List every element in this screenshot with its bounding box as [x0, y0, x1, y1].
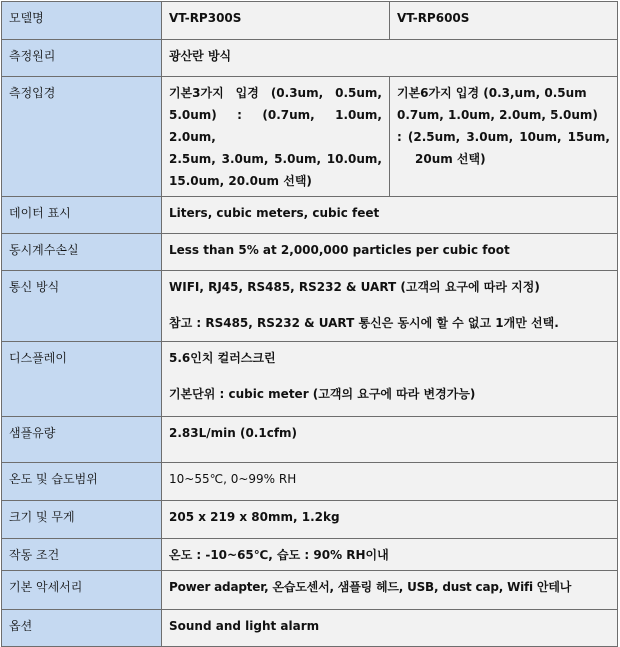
model-a-name: VT-RP300S: [162, 2, 390, 40]
accessories-value: Power adapter, 온습도센서, 샘플링 헤드, USB, dust cap, Wifi 안테나: [162, 571, 618, 610]
channels-b-line: 기본6가지 입경 (0.3,um, 0.5um: [397, 86, 587, 100]
temp-humidity-value: 10~55℃, 0~99% RH: [162, 463, 618, 501]
channels-a-line: 2.5um, 3.0um, 5.0um, 10.0um,: [169, 152, 382, 166]
operating-label: 작동 조건: [2, 539, 162, 571]
header-label: 모델명: [2, 2, 162, 40]
table-row: [2, 539, 618, 571]
temp-humidity-label: 온도 및 습도범위: [2, 463, 162, 501]
table-row: [2, 501, 618, 539]
accessories-label: 기본 악세서리: [2, 571, 162, 610]
table-row: [2, 197, 618, 234]
channels-b-line: 0.7um, 1.0um, 2.0um, 5.0um): [397, 108, 598, 122]
principle-value: 광산란 방식: [162, 40, 618, 77]
coincidence-value: Less than 5% at 2,000,000 particles per cubic foot: [162, 234, 618, 271]
table-row: [2, 2, 618, 40]
comm-value: [162, 271, 618, 342]
channels-model-b: [390, 77, 618, 197]
display-unit-line: 기본단위 : cubic meter (고객의 요구에 따라 변경가능): [169, 387, 476, 401]
table-row: [2, 77, 618, 197]
flow-value: 2.83L/min (0.1cfm): [162, 417, 618, 463]
channels-a-line: 기본3가지 입경 (0.3um, 0.5um,: [169, 86, 382, 100]
channels-model-a: [162, 77, 390, 197]
spec-table: [1, 1, 618, 647]
data-display-value: Liters, cubic meters, cubic feet: [162, 197, 618, 234]
coincidence-label: 동시계수손실: [2, 234, 162, 271]
channels-a-line: 15.0um, 20.0um 선택): [169, 174, 312, 188]
operating-value: 온도 : -10~65℃, 습도 : 90% RH이내: [162, 539, 618, 571]
model-b-name: VT-RP600S: [390, 2, 618, 40]
table-row: [2, 417, 618, 463]
channels-b-line: 20um 선택): [415, 152, 486, 166]
table-row: [2, 40, 618, 77]
comm-line: WIFI, RJ45, RS485, RS232 & UART (고객의 요구에 따라 지정): [169, 280, 540, 294]
display-line: 5.6인치 컬러스크린: [169, 351, 276, 365]
table-row: [2, 610, 618, 647]
channels-b-line: : (2.5um, 3.0um, 10um, 15um,: [397, 130, 610, 144]
comm-note: 참고 : RS485, RS232 & UART 통신은 동시에 할 수 없고 1개만 선택.: [169, 316, 559, 330]
size-weight-label: 크기 및 무게: [2, 501, 162, 539]
flow-label: 샘플유량: [2, 417, 162, 463]
table-row: [2, 234, 618, 271]
table-row: [2, 271, 618, 342]
channels-a-line: 5.0um) : (0.7um, 1.0um, 2.0um,: [169, 108, 382, 144]
display-value: [162, 342, 618, 417]
table-row: [2, 463, 618, 501]
options-label: 옵션: [2, 610, 162, 647]
principle-label: 측정원리: [2, 40, 162, 77]
options-value: Sound and light alarm: [162, 610, 618, 647]
table-row: [2, 342, 618, 417]
comm-label: 통신 방식: [2, 271, 162, 342]
data-display-label: 데이터 표시: [2, 197, 162, 234]
size-weight-value: 205 x 219 x 80mm, 1.2kg: [162, 501, 618, 539]
display-label: 디스플레이: [2, 342, 162, 417]
channels-label: 측정입경: [2, 77, 162, 197]
table-row: [2, 571, 618, 610]
